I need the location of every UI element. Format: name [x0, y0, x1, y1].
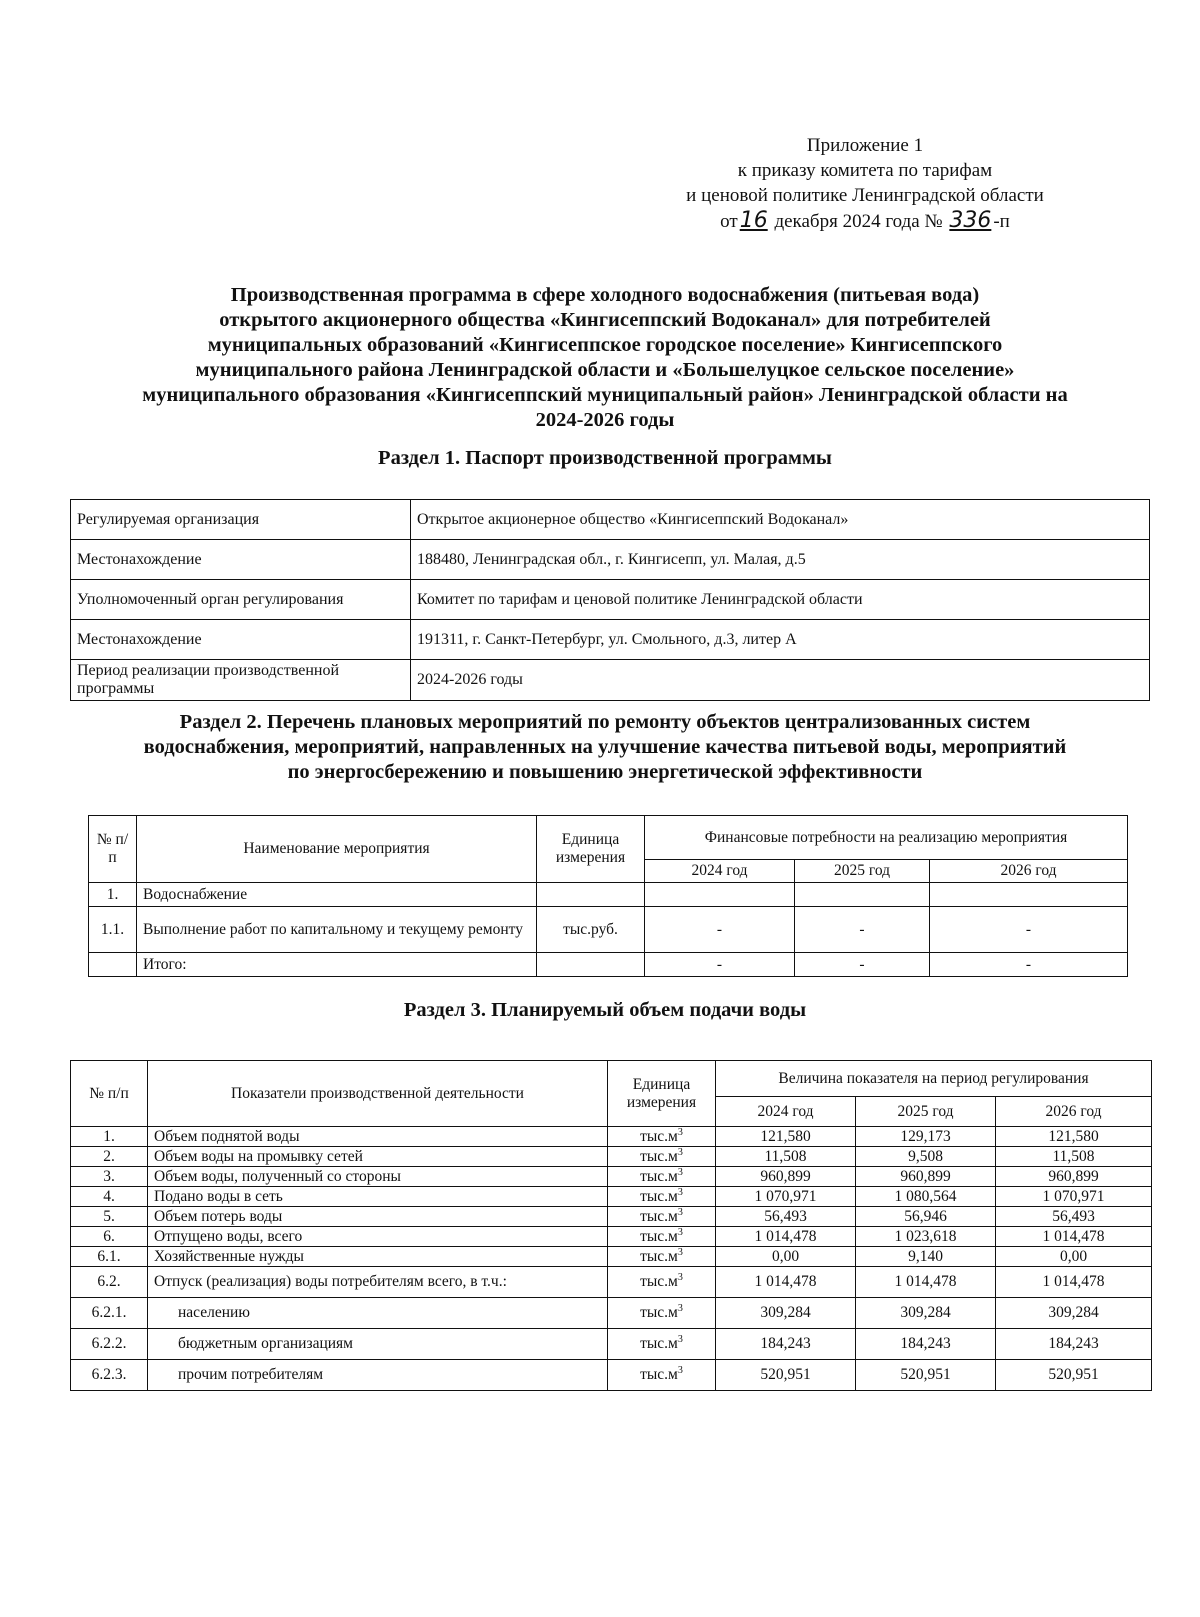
row-num: 1.1. — [89, 907, 137, 953]
row-value: 11,508 — [996, 1147, 1152, 1167]
row-value: 191311, г. Санкт-Петербург, ул. Смольного, д.3, литер А — [411, 620, 1150, 660]
table-row — [71, 500, 1150, 540]
row-value: 960,899 — [856, 1167, 996, 1187]
table-row — [89, 883, 1128, 907]
row-value: 121,580 — [996, 1127, 1152, 1147]
unit-base: тыс.м — [640, 1335, 678, 1352]
row-unit — [608, 1187, 716, 1207]
title-line: 2024-2026 годы — [535, 409, 675, 431]
row-value: 309,284 — [856, 1298, 996, 1329]
unit-base: тыс.м — [640, 1187, 678, 1205]
col-num: № п/п — [71, 1061, 148, 1127]
unit-base: тыс.м — [640, 1273, 678, 1290]
unit-sup: 3 — [677, 1302, 683, 1314]
row-num: 6.1. — [71, 1247, 148, 1267]
table-row — [71, 1147, 1152, 1167]
row-unit — [608, 1147, 716, 1167]
section3-heading: Раздел 3. Планируемый объем подачи воды — [403, 999, 807, 1021]
row-label: Уполномоченный орган регулирования — [71, 580, 411, 620]
table-row — [71, 1127, 1152, 1147]
col-y2024: 2024 год — [645, 860, 795, 883]
row-name: Объем воды, полученный со стороны — [148, 1167, 608, 1187]
table-row — [89, 953, 1128, 977]
col-fin: Финансовые потребности на реализацию мероприятия — [645, 816, 1128, 860]
row-unit — [608, 1127, 716, 1147]
col-unit: Единица измерения — [608, 1061, 716, 1127]
row-unit — [608, 1329, 716, 1360]
row-unit — [608, 1267, 716, 1298]
row-value: 11,508 — [716, 1147, 856, 1167]
section2-heading — [60, 710, 1150, 785]
row-name: прочим потребителям — [148, 1360, 608, 1391]
row-value: 520,951 — [856, 1360, 996, 1391]
col-y2025: 2025 год — [856, 1097, 996, 1127]
row-value: 0,00 — [716, 1247, 856, 1267]
row-unit — [608, 1298, 716, 1329]
row-value: 129,173 — [856, 1127, 996, 1147]
row-unit — [537, 883, 645, 907]
row-unit — [608, 1207, 716, 1227]
row-value: 1 014,478 — [716, 1227, 856, 1247]
row-unit — [608, 1167, 716, 1187]
unit-sup: 3 — [677, 1126, 683, 1138]
row-name: бюджетным организациям — [148, 1329, 608, 1360]
appendix-line2: к приказу комитета по тарифам — [737, 160, 993, 181]
table-row — [71, 580, 1150, 620]
unit-base: тыс.м — [640, 1127, 678, 1145]
row-num: 6.2. — [71, 1267, 148, 1298]
handwritten-number: 336 — [949, 208, 992, 233]
row-unit: тыс.руб. — [537, 907, 645, 953]
row-value: 309,284 — [996, 1298, 1152, 1329]
row-label: Местонахождение — [71, 620, 411, 660]
unit-sup: 3 — [677, 1166, 683, 1178]
row-value: 309,284 — [716, 1298, 856, 1329]
row-value: Комитет по тарифам и ценовой политике Ленинградской области — [411, 580, 1150, 620]
table-row — [71, 1329, 1152, 1360]
row-num: 6.2.2. — [71, 1329, 148, 1360]
row-value: 184,243 — [996, 1329, 1152, 1360]
col-name: Наименование мероприятия — [137, 816, 537, 883]
row-value: 1 023,618 — [856, 1227, 996, 1247]
row-num: 3. — [71, 1167, 148, 1187]
unit-base: тыс.м — [640, 1227, 678, 1245]
col-y2025: 2025 год — [795, 860, 930, 883]
measures-table — [88, 815, 1128, 977]
unit-sup: 3 — [677, 1364, 683, 1376]
unit-base: тыс.м — [640, 1304, 678, 1321]
row-unit — [537, 953, 645, 977]
title-line: Производственная программа в сфере холодного водоснабжения (питьевая вода) — [230, 284, 980, 306]
col-y2026: 2026 год — [996, 1097, 1152, 1127]
unit-base: тыс.м — [640, 1167, 678, 1185]
row-unit — [608, 1360, 716, 1391]
table-row — [71, 1207, 1152, 1227]
passport-table — [70, 499, 1150, 701]
row-value: - — [795, 953, 930, 977]
col-y2024: 2024 год — [716, 1097, 856, 1127]
row-value: 1 070,971 — [996, 1187, 1152, 1207]
row-num: 1. — [71, 1127, 148, 1147]
table-row — [89, 907, 1128, 953]
unit-sup: 3 — [677, 1186, 683, 1198]
row-num: 1. — [89, 883, 137, 907]
table-row — [71, 1298, 1152, 1329]
row-value: 1 014,478 — [856, 1267, 996, 1298]
row-num: 6. — [71, 1227, 148, 1247]
row-name: Подано воды в сеть — [148, 1187, 608, 1207]
row-value: 184,243 — [856, 1329, 996, 1360]
unit-sup: 3 — [677, 1226, 683, 1238]
row-value: 1 070,971 — [716, 1187, 856, 1207]
row-value: 9,508 — [856, 1147, 996, 1167]
row-value: 9,140 — [856, 1247, 996, 1267]
table-row — [71, 1267, 1152, 1298]
row-num: 6.2.1. — [71, 1298, 148, 1329]
table-row — [71, 1247, 1152, 1267]
row-value: 960,899 — [716, 1167, 856, 1187]
table-row — [71, 660, 1150, 701]
row-name: Отпуск (реализация) воды потребителям всего, в т.ч.: — [148, 1267, 608, 1298]
document-title — [60, 283, 1150, 433]
table-row — [71, 1167, 1152, 1187]
row-name: населению — [148, 1298, 608, 1329]
table-row — [71, 1360, 1152, 1391]
row-value: - — [930, 953, 1128, 977]
row-value: 188480, Ленинградская обл., г. Кингисепп, ул. Малая, д.5 — [411, 540, 1150, 580]
title-line: муниципальных образований «Кингисеппское городское поселение» Кингисеппского — [207, 334, 1003, 356]
row-name: Итого: — [137, 953, 537, 977]
col-y2026: 2026 год — [930, 860, 1128, 883]
unit-base: тыс.м — [640, 1366, 678, 1383]
row-value: 1 080,564 — [856, 1187, 996, 1207]
row-value: 121,580 — [716, 1127, 856, 1147]
col-unit: Единица измерения — [537, 816, 645, 883]
appendix-line1: Приложение 1 — [806, 135, 924, 156]
date-prefix: от — [720, 211, 738, 232]
row-name: Отпущено воды, всего — [148, 1227, 608, 1247]
row-value: - — [930, 907, 1128, 953]
table-row — [71, 1227, 1152, 1247]
water-volume-table — [70, 1060, 1152, 1391]
unit-sup: 3 — [677, 1246, 683, 1258]
col-value: Величина показателя на период регулирования — [716, 1061, 1152, 1097]
number-suffix: -п — [993, 211, 1010, 232]
appendix-date — [600, 208, 1130, 234]
table-row — [71, 620, 1150, 660]
row-value: 56,493 — [996, 1207, 1152, 1227]
row-value: 1 014,478 — [716, 1267, 856, 1298]
row-value: - — [645, 953, 795, 977]
title-line: муниципального района Ленинградской области и «Большелуцкое сельское поселение» — [195, 359, 1015, 381]
row-value: 56,946 — [856, 1207, 996, 1227]
row-label: Период реализации производственной программы — [71, 660, 411, 701]
row-value: 2024-2026 годы — [411, 660, 1150, 701]
unit-base: тыс.м — [640, 1247, 678, 1265]
row-name: Объем воды на промывку сетей — [148, 1147, 608, 1167]
title-line: открытого акционерного общества «Кингисеппский Водоканал» для потребителей — [219, 309, 991, 331]
row-value: 960,899 — [996, 1167, 1152, 1187]
row-value: 1 014,478 — [996, 1227, 1152, 1247]
row-value: 520,951 — [716, 1360, 856, 1391]
row-num: 2. — [71, 1147, 148, 1167]
date-mid: декабря 2024 года № — [774, 211, 943, 232]
section1-heading: Раздел 1. Паспорт производственной программы — [378, 447, 832, 469]
row-label: Местонахождение — [71, 540, 411, 580]
appendix-header — [600, 133, 1130, 234]
row-value: - — [645, 907, 795, 953]
row-value: 520,951 — [996, 1360, 1152, 1391]
unit-sup: 3 — [677, 1271, 683, 1283]
row-value — [795, 883, 930, 907]
row-num — [89, 953, 137, 977]
unit-base: тыс.м — [640, 1207, 678, 1225]
handwritten-day: 16 — [739, 208, 768, 233]
title-line: муниципального образования «Кингисеппский муниципальный район» Ленинградской области на — [142, 384, 1068, 406]
heading-line: по энергосбережению и повышению энергетической эффективности — [287, 761, 923, 783]
row-name: Выполнение работ по капитальному и текущему ремонту — [137, 907, 537, 953]
row-value: Открытое акционерное общество «Кингисеппский Водоканал» — [411, 500, 1150, 540]
row-name: Водоснабжение — [137, 883, 537, 907]
appendix-line3: и ценовой политике Ленинградской области — [686, 185, 1044, 206]
row-value: 1 014,478 — [996, 1267, 1152, 1298]
row-value — [645, 883, 795, 907]
row-num: 4. — [71, 1187, 148, 1207]
heading-line: водоснабжения, мероприятий, направленных на улучшение качества питьевой воды, мероприятий — [143, 736, 1067, 758]
row-value: 56,493 — [716, 1207, 856, 1227]
row-unit — [608, 1227, 716, 1247]
table-row — [71, 540, 1150, 580]
col-name: Показатели производственной деятельности — [148, 1061, 608, 1127]
unit-sup: 3 — [677, 1206, 683, 1218]
unit-sup: 3 — [677, 1333, 683, 1345]
heading-line: Раздел 2. Перечень плановых мероприятий по ремонту объектов централизованных систем — [179, 711, 1031, 733]
row-value: 184,243 — [716, 1329, 856, 1360]
row-value: 0,00 — [996, 1247, 1152, 1267]
row-name: Хозяйственные нужды — [148, 1247, 608, 1267]
unit-sup: 3 — [677, 1146, 683, 1158]
row-name: Объем поднятой воды — [148, 1127, 608, 1147]
row-num: 6.2.3. — [71, 1360, 148, 1391]
col-num: № п/п — [89, 816, 137, 883]
row-name: Объем потерь воды — [148, 1207, 608, 1227]
table-row — [71, 1187, 1152, 1207]
unit-base: тыс.м — [640, 1147, 678, 1165]
row-value — [930, 883, 1128, 907]
row-unit — [608, 1247, 716, 1267]
row-label: Регулируемая организация — [71, 500, 411, 540]
row-value: - — [795, 907, 930, 953]
row-num: 5. — [71, 1207, 148, 1227]
